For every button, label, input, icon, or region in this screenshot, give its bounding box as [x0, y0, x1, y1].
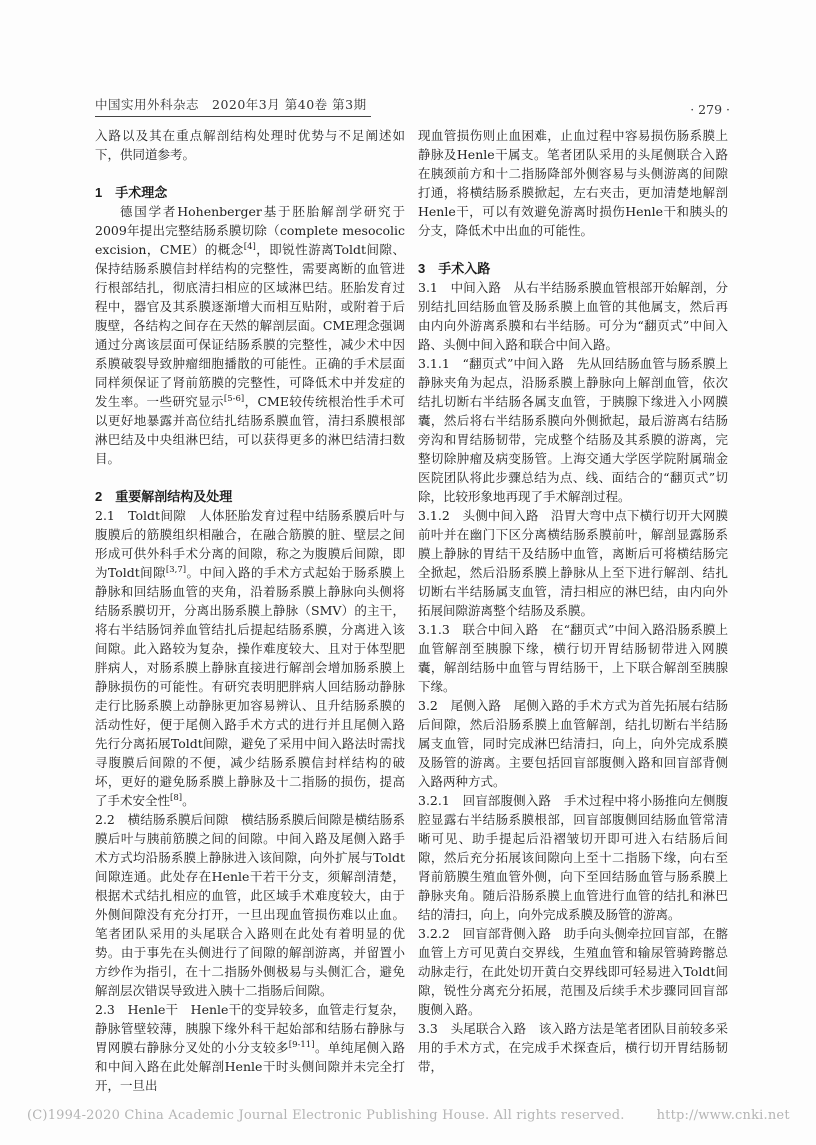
paragraph-3-2-2: 3.2.2 回盲部背侧入路 助手向头侧牵拉回盲部，在髂血管上方可见黄白交界线，生殖血管和输尿管骑跨髂总动脉走行，在此处切开黄白交界线即可轻易进入Toldt间隙，锐性分离充分拓展，范围及后续手术步骤同回盲部腹侧入路。: [418, 926, 728, 1017]
footer-url: http://www.cnki.net: [656, 1108, 790, 1123]
section-1-paragraph: 德国学者Hohenberger基于胚胎解剖学研究于2009年提出完整结肠系膜切除（complete mesocolic excision，CME）的概念[4]，即锐性游离Toldt间隙、保持结肠系膜信封样结构的完整性，需要离断的血管进行根部结扎，彻底清扫相应的区域淋巴结。胚胎发育过程中，器官及其系膜逐渐增大而相互贴附，或附着于后腹壁，各结构之间存在天然的解剖层面。CME理念强调通过分离该层面可保证结肠系膜的完整性，减少术中因系膜破裂导致肿瘤细胞播散的可能性。正确的手术层面同样须保证了肾前筋膜的完整性，可降低术中并发症的发生率。一些研究显示[5-6]，CME较传统根治性手术可以更好地暴露并高位结扎结肠系膜血管，清扫系膜根部淋巴结及中央组淋巴结，可以获得更多的淋巴结清扫数目。: [95, 204, 405, 466]
paragraph-3-3: 3.3 头尾联合入路 该入路方法是笔者团队目前较多采用的手术方式，在完成手术探查后，横行切开胃结肠韧带，: [418, 1021, 728, 1074]
section-2-heading: 2 重要解剖结构及处理: [95, 489, 233, 504]
paragraph-3-2: 3.2 尾侧入路 尾侧入路的手术方式为首先拓展右结肠后间隙，然后沿肠系膜上血管解剖，结扎切断右半结肠属支血管，同时完成淋巴结清扫，向上，向外完成系膜及肠管的游离。主要包括回盲部腹侧入路和回盲部背侧入路两种方式。: [418, 698, 728, 789]
page-number: · 279 ·: [690, 102, 730, 117]
left-column: [95, 126, 405, 1095]
section-1-heading: 1 手术理念: [95, 185, 168, 200]
article-body: [95, 126, 728, 1095]
paragraph-3-1-2: 3.1.2 头侧中间入路 沿胃大弯中点下横行切开大网膜前叶并在幽门下区分离横结肠系膜前叶，解剖显露肠系膜上静脉的胃结干及结肠中血管，离断后可将横结肠完全掀起，然后沿肠系膜上静脉从上至下进行解剖、结扎切断右半结肠属支血管，清扫相应的淋巴结，由内向外拓展间隙游离整个结肠及系膜。: [418, 508, 728, 618]
right-column: [418, 126, 728, 1095]
paragraph-3-1: 3.1 中间入路 从右半结肠系膜血管根部开始解剖，分别结扎回结肠血管及肠系膜上血管的其他属支，然后再由内向外游离系膜和右半结肠。可分为“翻页式”中间入路、头侧中间入路和联合中间入路。: [418, 280, 728, 352]
paragraph-3-2-1: 3.2.1 回盲部腹侧入路 手术过程中将小肠推向左侧腹腔显露右半结肠系膜根部，回盲部腹侧回结肠血管常清晰可见、助手提起后沿褶皱切开即可进入右结肠后间隙，然后充分拓展该间隙向上至十二指肠下缘，向右至肾前筋膜生殖血管外侧，向下至回结肠血管与肠系膜上静脉夹角。随后沿肠系膜上血管进行血管的结扎和淋巴结的清扫，向上，向外完成系膜及肠管的游离。: [418, 793, 728, 922]
paragraph-3-1-1: 3.1.1 “翻页式”中间入路 先从回结肠血管与肠系膜上静脉夹角为起点，沿肠系膜上静脉向上解剖血管，依次结扎切断右半结肠各属支血管，于胰腺下缘进入小网膜囊，然后将右半结肠系膜向外侧掀起，最后游离右结肠旁沟和胃结肠韧带，完成整个结肠及其系膜的游离，完整切除肿瘤及病变肠管。上海交通大学医学院附属瑞金医院团队将此步骤总结为点、线、面结合的“翻页式”切除，比较形象地再现了手术解剖过程。: [418, 356, 728, 504]
page-footer: [27, 1108, 790, 1123]
continuation-paragraph: 入路以及其在重点解剖结构处理时优势与不足阐述如下，供同道参考。: [95, 128, 405, 162]
journal-info: 中国实用外科杂志 2020年3月 第40卷 第3期: [95, 95, 371, 117]
paragraph-2-1: 2.1 Toldt间隙 人体胚胎发育过程中结肠系膜后叶与腹膜后的筋膜组织相融合，在融合筋膜的脏、壁层之间形成可供外科手术分离的间隙，称之为腹膜后间隙，即为Toldt间隙[3,7]。中间入路的手术方式起始于肠系膜上静脉和回结肠血管的夹角，沿着肠系膜上静脉向头侧将结肠系膜切开，分离出肠系膜上静脉（SMV）的主干，将右半结肠饲养血管结扎后提起结肠系膜，分离进入该间隙。此入路较为复杂，操作难度较大、且对于体型肥胖病人，对肠系膜上静脉直接进行解剖会增加肠系膜上静脉损伤的可能性。有研究表明肥胖病人回结肠动静脉走行比肠系膜上动静脉更加容易辨认、且升结肠系膜的活动性好，便于尾侧入路手术方式的进行并且尾侧入路先行分离拓展Toldt间隙，避免了采用中间入路法时需找寻腹膜后间隙的不便，减少结肠系膜信封样结构的破坏，更好的避免肠系膜上静脉及十二指肠的损伤，提高了手术安全性[8]。: [95, 508, 405, 808]
section-3-heading: 3 手术入路: [418, 261, 491, 276]
paragraph-3-1-3: 3.1.3 联合中间入路 在“翻页式”中间入路沿肠系膜上血管解剖至胰腺下缘，横行切开胃结肠韧带进入网膜囊，解剖结肠中血管与胃结肠干，上下联合解剖至胰腺下缘。: [418, 622, 728, 694]
copyright-text: (C)1994-2020 China Academic Journal Electronic Publishing House. All rights reserved.: [27, 1108, 625, 1123]
page-header: [95, 95, 730, 117]
paragraph-2-3: 2.3 Henle干 Henle干的变异较多，血管走行复杂，静脉管壁较薄，胰腺下缘外科干起始部和结肠右静脉与胃网膜右静脉分叉处的小分支较多[9-11]。单纯尾侧入路和中间入路在此处解剖Henle干时头侧间隙并未完全打开，一旦出: [95, 1002, 405, 1093]
continuation-paragraph: 现血管损伤则止血困难，止血过程中容易损伤肠系膜上静脉及Henle干属支。笔者团队采用的头尾侧联合入路在胰颈前方和十二指肠降部外侧容易与头侧游离的间隙打通，将横结肠系膜掀起，左右夹击，更加清楚地解剖Henle干，可以有效避免游离时损伤Henle干和胰头的分支，降低术中出血的可能性。: [418, 128, 728, 238]
paragraph-2-2: 2.2 横结肠系膜后间隙 横结肠系膜后间隙是横结肠系膜后叶与胰前筋膜之间的间隙。中间入路及尾侧入路手术方式均沿肠系膜上静脉进入该间隙，向外扩展与Toldt间隙连通。此处存在Henle干若干分支，须解剖清楚，根据术式结扎相应的血管，此区域手术难度较大，由于外侧间隙没有充分打开，一旦出现血管损伤难以止血。笔者团队采用的头尾联合入路则在此处有着明显的优势。由于事先在头侧进行了间隙的解剖游离，并留置小方纱作为指引，在十二指肠外侧极易与头侧汇合，避免解剖层次错误导致进入胰十二指肠后间隙。: [95, 812, 405, 998]
